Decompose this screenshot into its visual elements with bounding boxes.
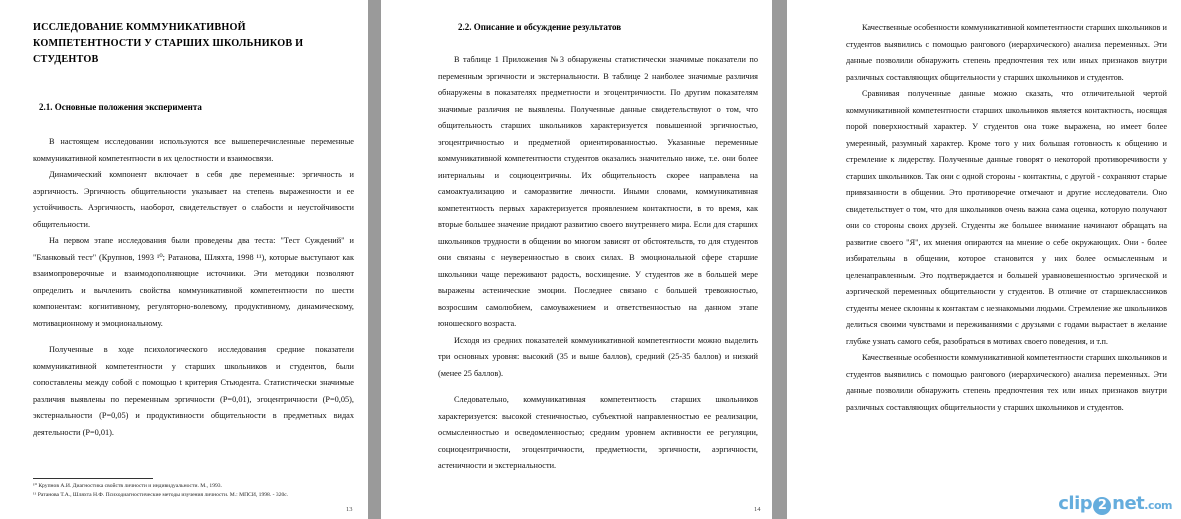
paragraph: Динамический компонент включает в себя две переменные: эргичность и аэргичность. Эргичность общительности указывает на степень выраженности и ее устойчивость. Аэргичность, наоборот, свидетельствует о слабости и неустойчивости общительности. <box>33 170 354 229</box>
paragraph: Качественные особенности коммуникативной компетентности старших школьников и студентов выявились с помощью рангового (иерархического) анализа переменных. Эти данные позволили обнаружить степень предпочтения тех или иных признаков внутри различных составляющих общительности у старших школьников и студентов. <box>846 23 1167 82</box>
paragraph: На первом этапе исследования были проведены два теста: "Тест Суждений" и "Бланковый тест" (Крупнов, 1993 ¹⁰; Ратанова, Шляхта, 1998 ¹¹), которые выступают как взаимопроверочные и взаимодополняющие источники. Эти методики позволяют определить и вычленить свойства коммуникативной компетентности по шести компонентам: когнитивному, регуляторно-волевому, продуктивному, динамическому, мотивационному и эмоциональному. <box>33 236 354 328</box>
section-heading-2-2: 2.2. Описание и обсуждение результатов <box>458 22 622 32</box>
paragraph: В настоящем исследовании используются все вышеперечисленные переменные коммуникативной компетентности в их целостности и взаимосвязи. <box>33 137 354 163</box>
footnote-10: ¹⁰ Крупнов А.И. Диагностика свойств личности и индивидуальности. М., 1993. <box>33 483 223 489</box>
paragraph: Следовательно, коммуникативная компетентность старших школьников характеризуется: высокой стеничностью, субъектной направленностью ее реализации, осмысленностью и осведомленностью; средним уровнем активности ее регуляции, социоцентричности, эгоцентричности, предметности, эргичности, аэргичности, астеничности и экстернальности. <box>438 395 758 470</box>
clip2net-watermark: clip 2 net.com <box>1058 493 1172 514</box>
paragraph: В таблице 1 Приложения №3 обнаружены статистически значимые показатели по переменным эргичности и экстернальности. В таблице 2 наиболее значимые различия обнаружены в показателях предметности и эгоцентричности. По другим показателям значимые различия не выявлены. Полученные данные свидетельствуют о том, что общительность старших школьников характеризуется повышенной эргичностью, эгоцентричностью и предметной ориентированностью. Указанные переменные коммуникативной компетентности студентов оказались значительно ниже, т.е. они более интернальны и социоцентричны. Их общительность скорее направлена на самоактуализацию и саморазвитие личности. Иными словами, коммуникативная компетентность первых характеризуется проявлением контактности, в то время, как вторые большее значение придают развитию своего внутреннего мира. Если для старших школьников трудности в общении во многом зависят от обстоятельств, то для студентов они связаны с неуверенностью в своих силах. В эмоциональной сфере старшие школьники чаще переживают радость, восхищение. У студентов же в большей мере выражены астенические эмоции. Последнее связано с большей тревожностью, возросшим самолюбием, самоуважением и ответственностью на данном этапе юношеского возраста. <box>438 55 758 328</box>
paragraph: Качественные особенности коммуникативной компетентности старших школьников и студентов выявились с помощью рангового (иерархического) анализа переменных. Эти данные позволили обнаружить степень предпочтения тех или иных признаков внутри различных составляющих общительности у старших школьников и студентов. <box>846 353 1167 412</box>
page-number: 13 <box>346 506 353 513</box>
footnote-11: ¹¹ Ратанова Т.А., Шляхта Н.Ф. Психодиагностические методы изучения личности. М.: МПСИ, 1998. - 320с. <box>33 492 289 498</box>
document-title: ИССЛЕДОВАНИЕ КОММУНИКАТИВНОЙ КОМПЕТЕНТНОСТИ У СТАРШИХ ШКОЛЬНИКОВ И СТУДЕНТОВ <box>33 22 304 65</box>
page-14 <box>381 0 772 519</box>
section-heading-2-1: 2.1. Основные положения эксперимента <box>39 102 202 112</box>
page-13 <box>0 0 368 519</box>
page-number: 14 <box>754 506 761 513</box>
page-15 <box>787 0 1181 519</box>
paragraph: Полученные в ходе психологического исследования средние показатели коммуникативной компетентности у старших школьников и студентов, были сопоставлены между собой с помощью t критерия Стьюдента. Статистически значимые различия выявлены по переменным эргичности (P=0,01), эгоцентричности (P=0,05), экстернальности (P=0,05) и продуктивности общительности в предметных видах деятельности (P=0,01). <box>33 345 354 437</box>
footnote-separator <box>33 478 153 479</box>
paragraph: Сравнивая полученные данные можно сказать, что отличительной чертой коммуникативной компетентности старших школьников является контактность, носящая порой поверхностный характер. У студентов она тоже выражена, но имеет более умеренный, разумный характер. Кроме того у них большая готовность к общению и стремление к лидерству. Полученные данные говорят о некоторой противоречивости у старших школьников. Так они с одной стороны - контактны, с другой - сохраняют старые привязанности в общении. Это противоречие отмечают и другие исследователи. Оно свидетельствует о том, что для школьников очень важна сама оценка, которую получают они со стороны своих друзей. Студенты же большее внимание начинают обращать на развитие своего "Я", их мнения опираются на мнение о себе окружающих. Они - более избирательны в общении, которое становится у них более осмысленным и целенаправленным. Это подтверждается и большей уравновешенностью эргической и аэргической переменных общительности у студентов. В отличие от старшеклассников студенты менее склонны к контактам с незнакомыми людьми. Стремление же школьников делиться своими чувствами и переживаниями с друзьями с годами вырастает в желание глубже узнать самого себя, разобраться в мотивах своего поведения, и т.п. <box>846 89 1167 346</box>
paragraph: Исходя из средних показателей коммуникативной компетентности можно выделить три основных уровня: высокий (35 и выше баллов), средний (25-35 баллов) и низкий (менее 25 баллов). <box>438 335 758 378</box>
